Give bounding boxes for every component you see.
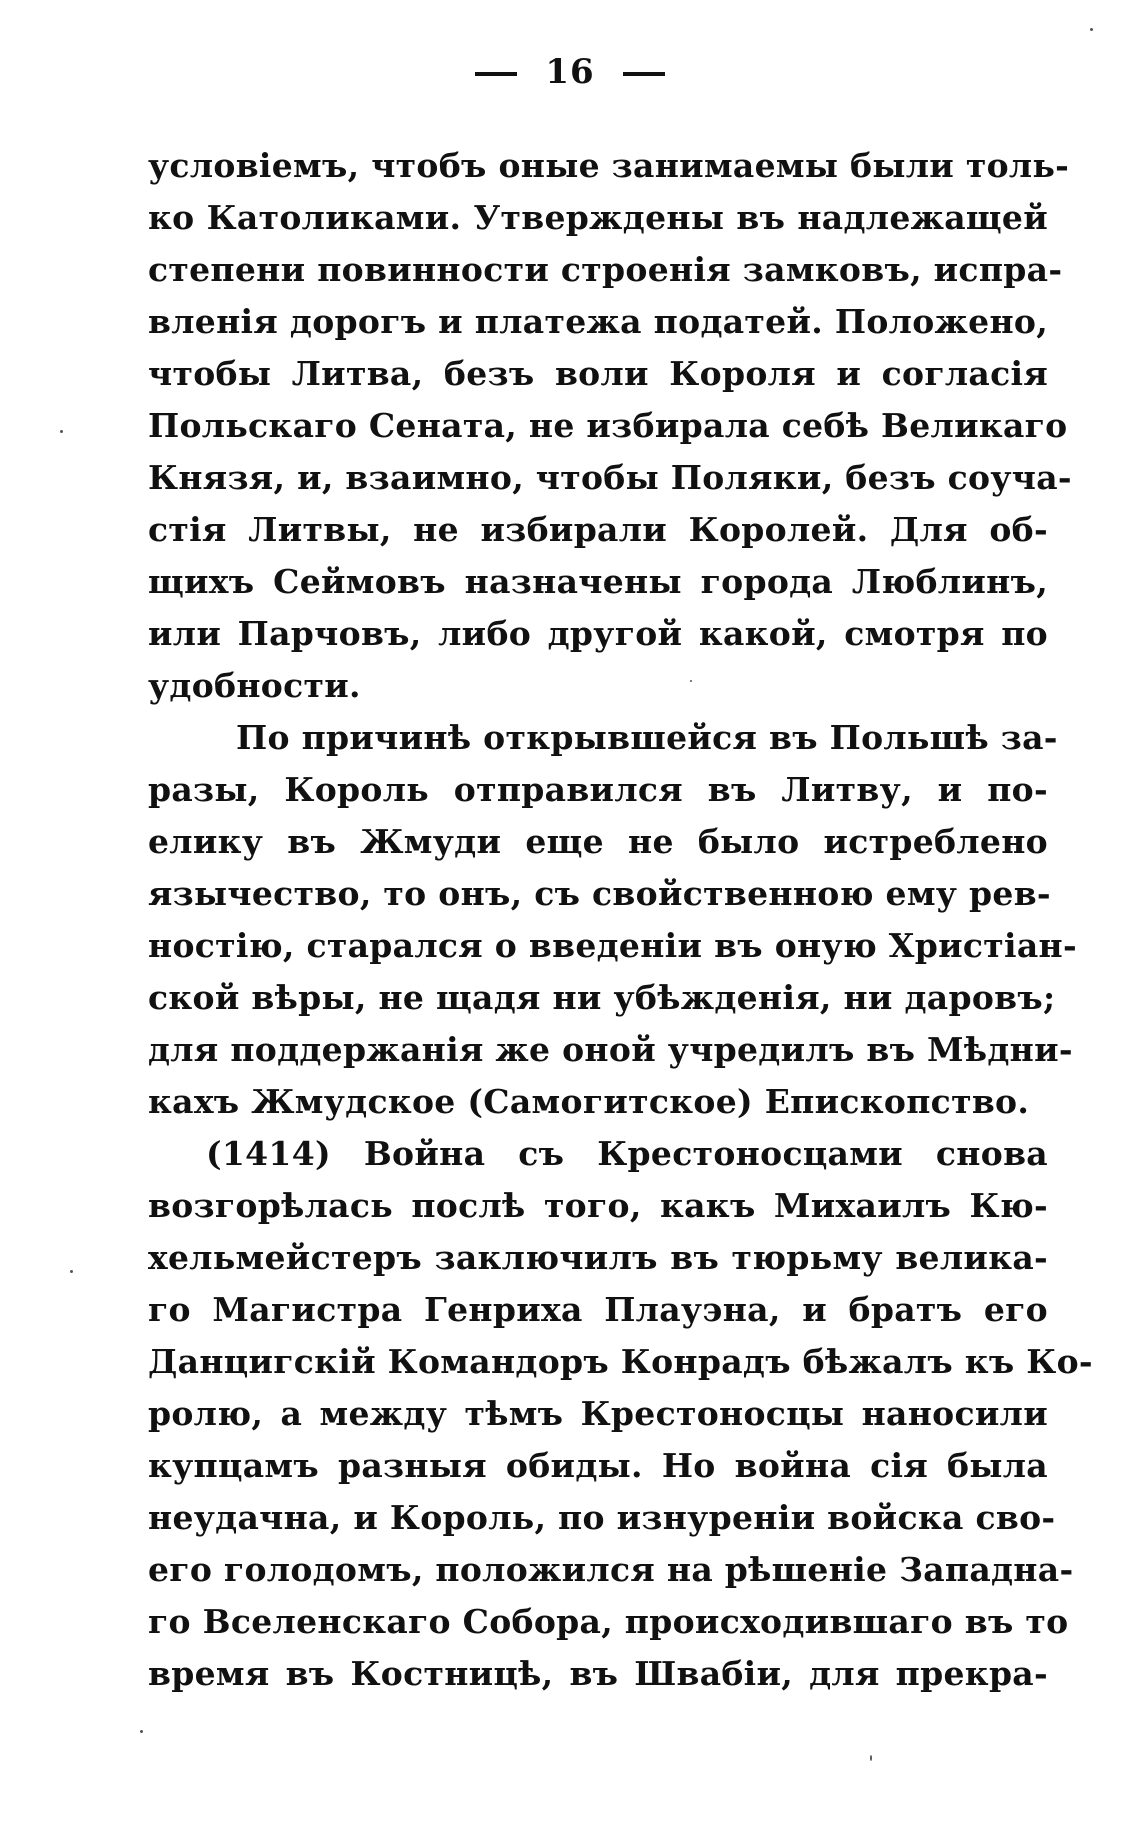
text-line: щихъ Сеймовъ назначены города Люблинъ, — [148, 562, 1048, 601]
text-line: ской вѣры, не щадя ни убѣжденія, ни даровъ; — [148, 978, 1056, 1017]
text-line: удобности. — [148, 666, 361, 705]
text-line: для поддержанія же оной учредилъ въ Мѣдни- — [148, 1030, 1073, 1069]
text-line: кахъ Жмудское (Самогитское) Епископство. — [148, 1082, 1030, 1121]
text-line: неудачна, и Король, по изнуреніи войска сво- — [148, 1498, 1056, 1537]
scan-speck — [140, 1730, 143, 1733]
text-line: ностію, старался о введеніи въ оную Христіан- — [148, 926, 1077, 965]
scan-speck — [60, 430, 63, 433]
text-line: язычество, то онъ, съ свойственною ему рев- — [148, 874, 1051, 913]
text-line: или Парчовъ, либо другой какой, смотря по — [148, 614, 1048, 653]
running-head — [0, 52, 1140, 92]
text-line: время въ Костницѣ, въ Швабіи, для прекра- — [148, 1654, 1048, 1693]
text-line: го Вселенскаго Собора, происходившаго въ то — [148, 1602, 1069, 1641]
text-line: Князя, и, взаимно, чтобы Поляки, безъ соуча- — [148, 458, 1072, 497]
text-line: Данцигскій Командоръ Конрадъ бѣжалъ къ Ко- — [148, 1342, 1093, 1381]
text-line: разы, Король отправился въ Литву, и по- — [148, 770, 1048, 809]
left-dash — [475, 72, 517, 76]
right-dash — [623, 72, 665, 76]
text-line: чтобы Литва, безъ воли Короля и согласія — [148, 354, 1048, 393]
text-line: степени повинности строенія замковъ, испра- — [148, 250, 1063, 289]
text-line: елику въ Жмуди еще не было истреблено — [148, 822, 1048, 861]
scan-speck — [70, 1270, 73, 1273]
scan-speck — [690, 680, 692, 682]
text-line: хельмейстеръ заключилъ въ тюрьму велика- — [148, 1238, 1048, 1277]
text-line: условіемъ, чтобъ оные занимаемы были толь- — [148, 146, 1070, 185]
text-line: го Магистра Генриха Плауэна, и братъ его — [148, 1290, 1048, 1329]
text-line: его голодомъ, положился на рѣшеніе Западна- — [148, 1550, 1074, 1589]
text-line: возгорѣлась послѣ того, какъ Михаилъ Кю- — [148, 1186, 1048, 1225]
text-line: стія Литвы, не избирали Королей. Для об- — [148, 510, 1048, 549]
text-line: Польскаго Сената, не избирала себѣ Великаго — [148, 406, 1068, 445]
scan-speck — [1090, 28, 1093, 31]
paragraph-first-line: (1414) Война съ Крестоносцами снова — [206, 1134, 1048, 1173]
page-number: 16 — [545, 52, 595, 92]
text-line: ко Католиками. Утверждены въ надлежащей — [148, 198, 1048, 237]
scan-speck — [870, 1755, 872, 1761]
paragraph-first-line: По причинѣ открывшейся въ Польшѣ за- — [236, 718, 1058, 757]
text-line: вленія дорогъ и платежа податей. Положено, — [148, 302, 1048, 341]
body-text — [148, 140, 1093, 1700]
text-line: ролю, а между тѣмъ Крестоносцы наносили — [148, 1394, 1048, 1433]
text-line: купцамъ разныя обиды. Но война сія была — [148, 1446, 1048, 1485]
